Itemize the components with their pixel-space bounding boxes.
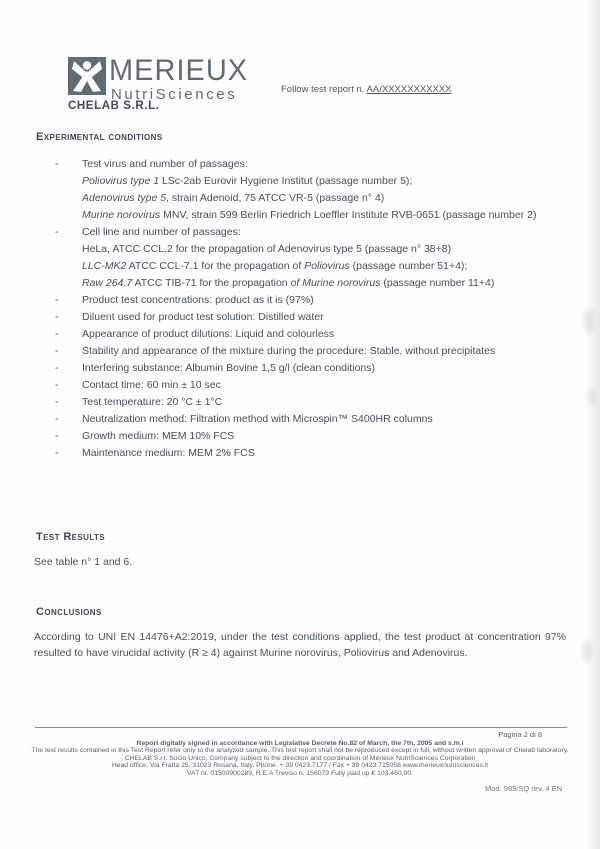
footer-divider <box>35 727 567 728</box>
condition-text: Test temperature: 20 °C ± 1°C <box>82 396 223 408</box>
scan-smudge <box>588 388 596 406</box>
follow-test-report-number: AA/XXXXXXXXXXX <box>366 84 452 95</box>
conclusions-body: According to UNI EN 14476+A2:2019, under the test conditions applied, the test product at concentration 97% resulted to have virucidal activity (R ≥ 4) against Murine norovirus, Poliovirus and Adenovirus. <box>34 631 566 659</box>
condition-item <box>36 241 576 258</box>
condition-dash-bullet: - <box>55 328 59 340</box>
condition-text: Cell line and number of passages: <box>82 226 241 238</box>
condition-dash-bullet: - <box>55 379 59 391</box>
condition-item <box>36 258 576 275</box>
footer-legal-line: The test results contained in this Test Report refer only to the analyzed sample. This test report shall not be reproduced except in full, without written approval of Chelab laboratory. <box>31 747 569 755</box>
form-reference: Mod. 989/SQ rev. 4 EN <box>485 784 562 793</box>
condition-text: Maintenance medium: MEM 2% FCS <box>82 447 255 459</box>
merieux-figure-icon <box>68 57 106 95</box>
condition-item <box>36 190 576 207</box>
condition-text: Poliovirus type 1 LSc-2ab Eurovir Hygiene Institut (passage number 5); <box>82 175 413 187</box>
footer-legal-line: CHELAB S.r.l. Socio Unico, Company subject to the direction and coordination of Mérieux NutriSciences Corporation <box>124 754 476 762</box>
condition-item <box>36 377 576 394</box>
scan-smudge <box>584 308 594 334</box>
condition-item <box>36 360 576 377</box>
condition-text: Interfering substance: Albumin Bovine 1,5 g/l (clean conditions) <box>82 362 376 374</box>
condition-item <box>36 173 576 190</box>
condition-text: Stability and appearance of the mixture during the procedure: Stable, without precipitates <box>82 345 496 357</box>
condition-dash-bullet: - <box>55 158 59 170</box>
condition-text: Test virus and number of passages: <box>82 158 248 170</box>
condition-dash-bullet: - <box>55 430 59 442</box>
condition-dash-bullet <box>36 241 82 258</box>
condition-text: HeLa, ATCC CCL.2 for the propagation of Adenovirus type 5 (passage n° 38+8) <box>82 243 452 255</box>
merieux-logo <box>68 54 249 103</box>
condition-text: Murine norovirus MNV, strain 599 Berlin Friedrich Loeffler Institute RVB-0651 (passage number 2) <box>82 209 537 221</box>
footer-legal-line: Head office: Via Fratta 25, 31023 Resana, Italy. Phone. + 39 0423.7177 / Fax + 39 0423.715058 www.merieuxnutrisciences.it <box>111 762 489 770</box>
condition-text: LLC-MK2 ATCC CCL-7.1 for the propagation of Poliovirus (passage number 51+4); <box>82 260 468 272</box>
condition-dash-bullet: - <box>55 413 59 425</box>
brand-wordmark <box>109 54 249 103</box>
condition-item <box>36 309 576 326</box>
condition-item <box>36 428 576 445</box>
condition-dash-bullet: - <box>55 311 59 323</box>
condition-text: Contact time: 60 min ± 10 sec <box>82 379 221 391</box>
condition-dash-bullet: - <box>55 345 59 357</box>
conclusions-heading: Conclusions <box>36 606 102 618</box>
experimental-conditions-heading: Experimental conditions <box>36 131 163 143</box>
condition-dash-bullet: - <box>55 362 59 374</box>
condition-dash-bullet <box>36 275 82 292</box>
follow-test-report-label: Follow test report n. <box>281 84 367 95</box>
condition-item <box>36 224 576 241</box>
condition-item <box>36 275 576 292</box>
condition-dash-bullet: - <box>55 226 59 238</box>
condition-item <box>36 207 576 224</box>
page-indicator: Pagina 2 di 8 <box>498 730 542 739</box>
test-results-body: See table n° 1 and 6. <box>34 556 133 568</box>
condition-text: Appearance of product dilutions: Liquid and colourless <box>82 328 335 340</box>
condition-dash-bullet <box>36 258 82 275</box>
condition-item <box>36 292 576 309</box>
condition-dash-bullet: - <box>55 396 59 408</box>
experimental-conditions-list <box>36 156 576 462</box>
condition-text: Neutralization method: Filtration method with Microspin™ S400HR columns <box>82 413 433 425</box>
company-name: CHELAB S.R.L. <box>68 100 160 112</box>
condition-dash-bullet <box>36 173 82 190</box>
condition-dash-bullet: - <box>55 447 59 459</box>
condition-text: Raw 264.7 ATCC TIB-71 for the propagation of Murine norovirus (passage number 11+4) <box>82 277 495 289</box>
brand-line1: MERIEUX <box>109 54 249 88</box>
follow-test-report-line <box>281 84 452 95</box>
footer-legal-line: VAT nr. 01500900289, R.E.A Treviso n. 156079 Fully paid up € 103.460,00. <box>187 769 413 777</box>
test-results-heading: Test Results <box>36 531 106 543</box>
condition-text: Product test concentrations: product as it is (97%) <box>82 294 314 306</box>
condition-dash-bullet <box>36 190 82 207</box>
footer-legal-block <box>20 740 580 777</box>
condition-dash-bullet <box>36 207 82 224</box>
condition-item <box>36 343 576 360</box>
condition-item <box>36 445 576 462</box>
condition-text: Adenovirus type 5, strain Adenoid, 75 ATCC VR-5 (passage n° 4) <box>82 192 385 204</box>
brand-line2: NutriSciences <box>111 86 238 103</box>
footer-legal-line: Report digitally signed in accordance with Legislative Decrete No.82 of March, the 7th, 2005 and s.m.i <box>136 740 464 747</box>
condition-item <box>36 326 576 343</box>
condition-item <box>36 411 576 428</box>
scan-smudge <box>583 640 592 662</box>
condition-item <box>36 394 576 411</box>
condition-item <box>36 156 576 173</box>
condition-text: Diluent used for product test solution: Distilled water <box>82 311 324 323</box>
condition-dash-bullet: - <box>55 294 59 306</box>
scan-edge-shadow <box>586 0 600 849</box>
condition-text: Growth medium: MEM 10% FCS <box>82 430 235 442</box>
